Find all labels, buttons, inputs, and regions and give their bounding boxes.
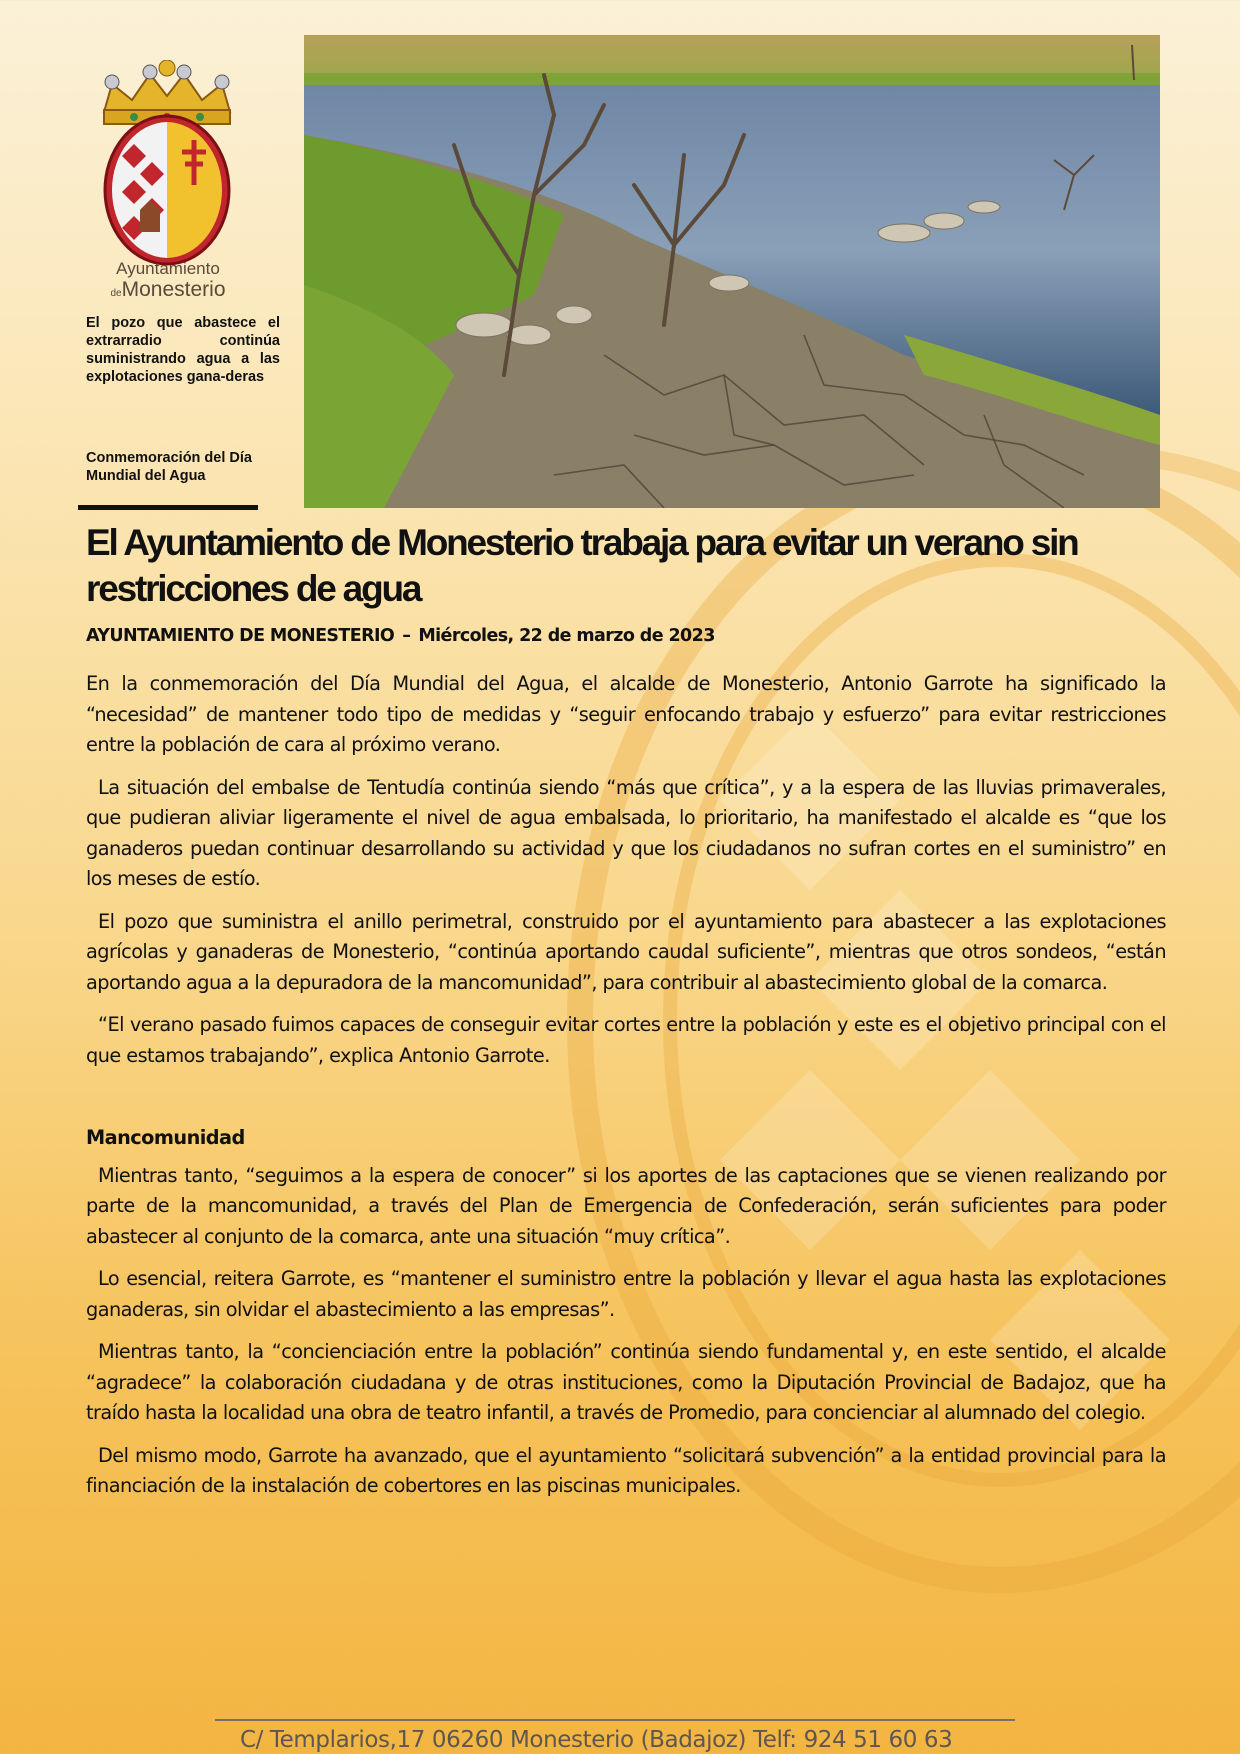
paragraph: En la conmemoración del Día Mundial del Agua, el alcalde de Monesterio, Antonio Garrote ha significado la “necesidad” de mantener todo tipo de medidas y “seguir enfocando trabajo y esfuerzo” para evitar restricciones entre la población de cara al próximo verano. (86, 672, 1166, 756)
paragraph: Lo esencial, reitera Garrote, es “mantener el suministro entre la población y llevar el agua hasta las explotaciones ganaderas, sin olvidar el abastecimiento a las empresas”. (86, 1267, 1166, 1321)
section-subheading: Mancomunidad (86, 1126, 245, 1149)
footer-address: C/ Templarios,17 06260 Monesterio (Badajoz) Telf: 924 51 60 63 (240, 1727, 953, 1753)
sidebar-tag: Conmemoración del Día Mundial del Agua (86, 450, 252, 484)
byline-separator: – (402, 626, 411, 646)
paragraph: La situación del embalse de Tentudía continúa siendo “más que crítica”, y a la espera de las lluvias primaverales, que pudieran aliviar ligeramente el nivel de agua embalsada, lo prioritario, ha manifestado el alcalde es “que los ganaderos puedan continuar desarrollando su actividad y que los ciudadanos no sufran cortes en el suministro” en los meses de estío. (86, 775, 1166, 890)
article-source: AYUNTAMIENTO DE MONESTERIO (86, 626, 395, 646)
article-date: Miércoles, 22 de marzo de 2023 (418, 626, 715, 646)
sidebar-rule (78, 505, 258, 510)
reservoir-photo (304, 35, 1160, 508)
article-byline (86, 626, 1166, 646)
paragraph: Mientras tanto, “seguimos a la espera de conocer” si los aportes de las captaciones que se vienen realizando por parte de la mancomunidad, a través del Plan de Emergencia de Confederación, serán suficientes para poder abastecer al conjunto de la comarca, ante una situación “muy crítica”. (86, 1163, 1166, 1248)
paragraph: El pozo que suministra el anillo perimetral, construido por el ayuntamiento para abastecer a las explotaciones agrícolas y ganaderas de Monesterio, “continúa aportando caudal suficiente”, mientras que otros sondeos, “están aportando agua a la depuradora de la mancomunidad”, para contribuir al abastecimiento global de la comarca. (86, 909, 1166, 994)
logo-line1: Ayuntamiento (116, 259, 220, 278)
paragraph: “El verano pasado fuimos capaces de conseguir evitar cortes entre la población y este es el objetivo principal con el que estamos trabajando”, explica Antonio Garrote. (86, 1013, 1166, 1067)
logo-line2-name: Monesterio (121, 278, 226, 301)
paragraph: Mientras tanto, la “concienciación entre la población” continúa siendo fundamental y, en este sentido, el alcalde “agradece” la colaboración ciudadana y de otras instituciones, como la Diputación Provincial de Badajoz, que ha traído hasta la localidad una obra de teatro infantil, a través de Promedio, para concienciar al alumnado del colegio. (86, 1340, 1166, 1424)
article-headline: El Ayuntamiento de Monesterio trabaja para evitar un verano sin restricciones de agua (86, 522, 1078, 609)
paragraph: Del mismo modo, Garrote ha avanzado, que el ayuntamiento “solicitará subvención” a la entidad provincial para la financiación de la instalación de cobertores en las piscinas municipales. (86, 1443, 1166, 1497)
logo-wordmark (88, 258, 248, 304)
article-body (86, 669, 1166, 1514)
logo-line2 (88, 279, 248, 304)
logo-line2-prefix: de (110, 288, 122, 299)
sidebar-caption: El pozo que abastece el extrarradio continúa suministrando agua a las explotaciones gana-deras (86, 315, 280, 385)
footer-divider (215, 1719, 1015, 1721)
